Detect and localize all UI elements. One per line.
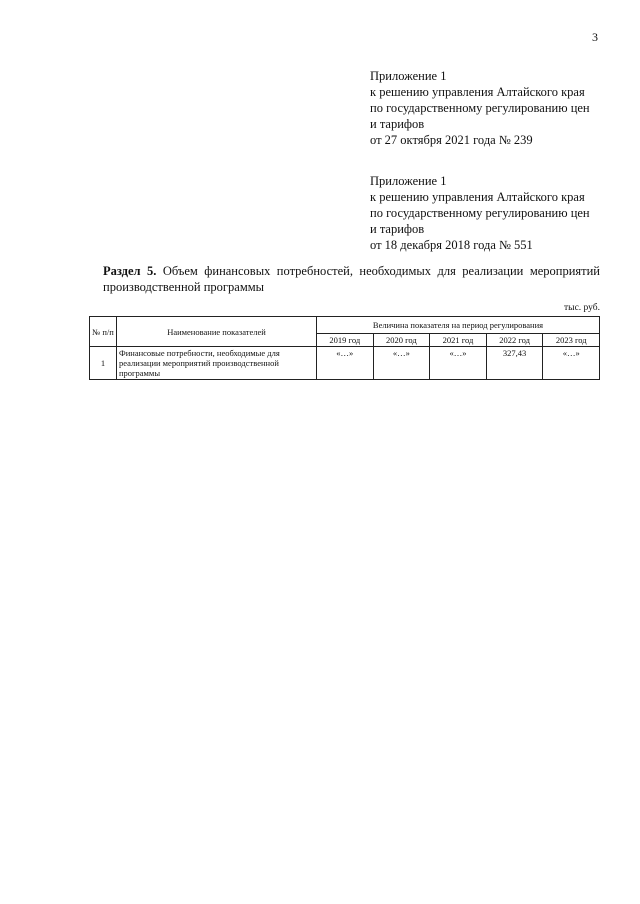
appendix-line: от 27 октября 2021 года № 239 bbox=[370, 133, 533, 147]
appendix-original-block bbox=[370, 173, 610, 253]
row-number: 1 bbox=[90, 347, 117, 380]
header-period-group: Величина показателя на период регулирования bbox=[317, 317, 600, 334]
appendix-line: Приложение 1 bbox=[370, 174, 447, 188]
header-indicator-name: Наименование показателей bbox=[117, 317, 317, 347]
appendix-line: к решению управления Алтайского края bbox=[370, 85, 585, 99]
header-number: № п/п bbox=[90, 317, 117, 347]
row-value: 327,43 bbox=[486, 347, 543, 380]
appendix-line: и тарифов bbox=[370, 117, 425, 131]
appendix-line: от 18 декабря 2018 года № 551 bbox=[370, 238, 533, 252]
row-value: «…» bbox=[373, 347, 430, 380]
appendix-line: и тарифов bbox=[370, 222, 425, 236]
appendix-line: к решению управления Алтайского края bbox=[370, 190, 585, 204]
section-heading bbox=[103, 263, 600, 295]
row-value: «…» bbox=[430, 347, 487, 380]
section-title-text: Объем финансовых потребностей, необходимых для реализации мероприятий производственной программы bbox=[103, 264, 600, 294]
row-indicator-name: Финансовые потребности, необходимые для реализации мероприятий производственной программы bbox=[117, 347, 317, 380]
appendix-current-block bbox=[370, 68, 610, 148]
header-year: 2023 год bbox=[543, 334, 600, 347]
appendix-line: по государственному регулированию цен bbox=[370, 206, 590, 220]
appendix-line: по государственному регулированию цен bbox=[370, 101, 590, 115]
financial-needs-table bbox=[89, 316, 600, 380]
section-label: Раздел 5. bbox=[103, 264, 157, 278]
page-number: 3 bbox=[592, 30, 598, 44]
header-year: 2021 год bbox=[430, 334, 487, 347]
row-value: «…» bbox=[317, 347, 374, 380]
header-year: 2022 год bbox=[486, 334, 543, 347]
header-year: 2020 год bbox=[373, 334, 430, 347]
table-row bbox=[90, 347, 600, 380]
appendix-line: Приложение 1 bbox=[370, 69, 447, 83]
units-label: тыс. руб. bbox=[564, 303, 600, 313]
header-year: 2019 год bbox=[317, 334, 374, 347]
row-value: «…» bbox=[543, 347, 600, 380]
